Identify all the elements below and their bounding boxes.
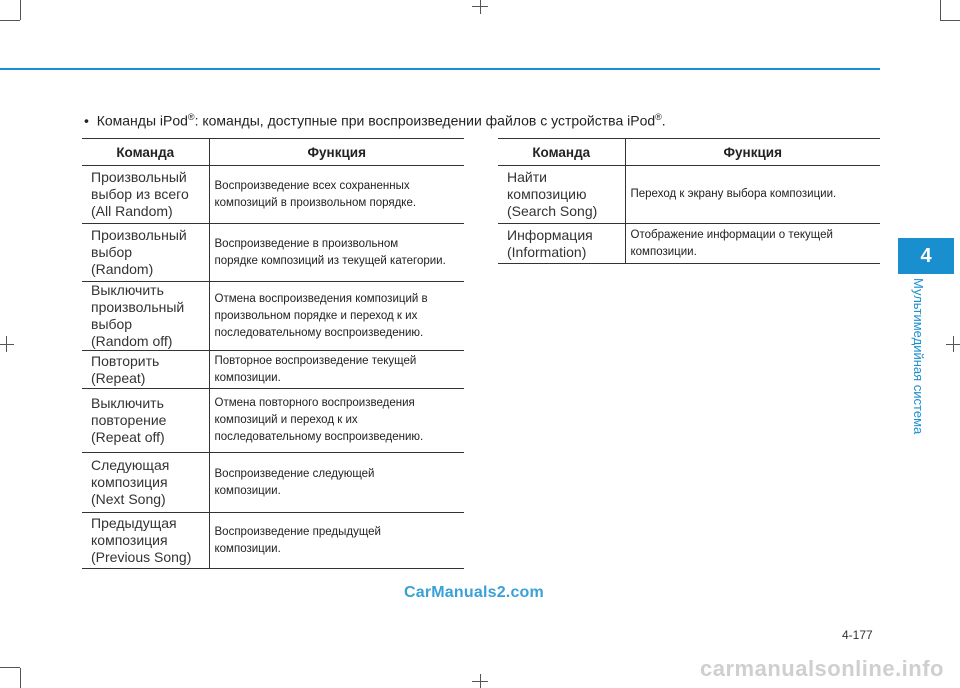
function-line: Отмена воспроизведения композиций в bbox=[214, 292, 428, 305]
command-cell bbox=[498, 166, 625, 224]
table-row bbox=[498, 224, 880, 264]
command-line: Следующая bbox=[91, 457, 170, 473]
command-cell bbox=[82, 282, 209, 351]
header-function: Функция bbox=[209, 139, 464, 166]
function-line: Отображение информации о текущей bbox=[630, 228, 833, 241]
command-cell bbox=[82, 513, 209, 569]
function-line: композиции. bbox=[630, 245, 697, 258]
table-row bbox=[82, 224, 464, 282]
function-cell bbox=[209, 282, 464, 351]
function-line: композиций в произвольном порядке. bbox=[214, 196, 417, 209]
command-line: выбор bbox=[91, 316, 133, 332]
function-line: Воспроизведение в произвольном bbox=[214, 237, 399, 250]
chapter-number-tab: 4 bbox=[898, 238, 954, 274]
intro-text: : команды, доступные при воспроизведении файлов с устройства iPod bbox=[194, 112, 656, 129]
command-line: композиция bbox=[91, 532, 168, 548]
intro-lead: Команды iPod bbox=[96, 112, 188, 129]
table-row bbox=[82, 513, 464, 569]
chapter-title-vertical: Мультимедийная система bbox=[911, 278, 926, 435]
page-number: 4-177 bbox=[842, 628, 873, 642]
command-line: Произвольный bbox=[91, 169, 187, 185]
command-line: выбор bbox=[91, 244, 133, 260]
header-command: Команда bbox=[82, 139, 209, 166]
command-cell bbox=[498, 224, 625, 264]
function-line: последовательному воспроизведению. bbox=[214, 431, 424, 443]
function-line: порядке композиций из текущей категории. bbox=[214, 254, 446, 267]
function-line: Переход к экрану выбора композиции. bbox=[630, 188, 837, 200]
registered-mark: ® bbox=[187, 112, 195, 122]
command-line: (Information) bbox=[507, 243, 587, 260]
function-line: композиции. bbox=[214, 371, 281, 384]
command-line: (Next Song) bbox=[91, 491, 166, 507]
command-line: выбор из всего bbox=[91, 186, 189, 202]
command-line: Выключить bbox=[91, 395, 164, 411]
function-line: Воспроизведение предыдущей bbox=[214, 525, 381, 538]
intro-end: . bbox=[661, 112, 666, 129]
header-rule bbox=[0, 68, 880, 70]
command-line: Произвольный bbox=[91, 227, 187, 243]
table-row bbox=[82, 351, 464, 389]
header-function: Функция bbox=[625, 139, 880, 166]
function-cell bbox=[209, 166, 464, 224]
function-line: Воспроизведение всех сохраненных bbox=[214, 179, 410, 192]
command-line: (All Random) bbox=[91, 203, 173, 219]
command-cell bbox=[82, 224, 209, 282]
function-line: произвольном порядке и переход к их bbox=[214, 309, 418, 322]
table-row bbox=[82, 389, 464, 453]
function-cell bbox=[625, 224, 880, 264]
function-cell bbox=[209, 389, 464, 453]
function-line: композиции. bbox=[214, 542, 281, 555]
function-line: Повторное воспроизведение текущей bbox=[214, 354, 417, 367]
table-row bbox=[82, 166, 464, 224]
command-cell bbox=[82, 453, 209, 513]
table-row bbox=[498, 166, 880, 224]
command-line: Информация bbox=[507, 226, 593, 243]
command-line: (Repeat) bbox=[91, 369, 146, 386]
function-line: Воспроизведение следующей bbox=[214, 467, 375, 480]
function-cell bbox=[209, 453, 464, 513]
command-cell bbox=[82, 389, 209, 453]
function-line: последовательному воспроизведению. bbox=[214, 326, 424, 339]
command-line: (Repeat off) bbox=[91, 429, 165, 445]
commands-table-left bbox=[82, 138, 464, 569]
command-line: Выключить bbox=[91, 282, 164, 298]
command-line: повторение bbox=[91, 412, 167, 428]
command-line: (Random off) bbox=[91, 333, 173, 349]
command-line: (Random) bbox=[91, 261, 154, 277]
intro-paragraph bbox=[84, 112, 666, 129]
function-cell bbox=[625, 166, 880, 224]
command-line: Повторить bbox=[91, 352, 160, 369]
function-line: Отмена повторного воспроизведения bbox=[214, 397, 415, 409]
bullet: • bbox=[84, 112, 89, 129]
command-line: (Search Song) bbox=[507, 203, 598, 219]
function-cell bbox=[209, 351, 464, 389]
command-line: композиция bbox=[91, 474, 168, 490]
watermark-carmanuals2[interactable]: CarManuals2.com bbox=[404, 584, 544, 601]
watermark-carmanualsonline[interactable]: carmanualsonline.info bbox=[700, 656, 944, 681]
function-cell bbox=[209, 224, 464, 282]
command-cell bbox=[82, 166, 209, 224]
command-line: композицию bbox=[507, 186, 587, 202]
command-cell bbox=[82, 351, 209, 389]
commands-table-right bbox=[498, 138, 880, 264]
command-line: произвольный bbox=[91, 299, 185, 315]
registered-mark-end: ® bbox=[655, 112, 662, 122]
command-line: Найти bbox=[507, 169, 547, 185]
function-line: композиции. bbox=[214, 484, 281, 497]
command-line: Предыдущая bbox=[91, 515, 177, 531]
header-command: Команда bbox=[498, 139, 625, 166]
command-line: (Previous Song) bbox=[91, 549, 192, 565]
table-row bbox=[82, 282, 464, 351]
function-line: композиций и переход к их bbox=[214, 414, 358, 426]
table-row bbox=[82, 453, 464, 513]
function-cell bbox=[209, 513, 464, 569]
